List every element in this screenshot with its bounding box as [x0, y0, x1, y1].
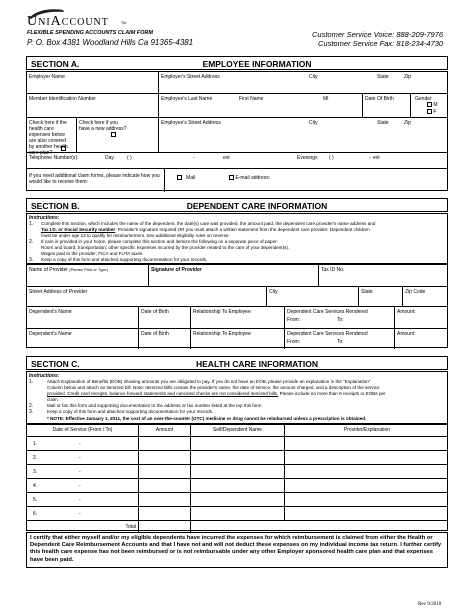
provider-state-label: State [361, 289, 373, 295]
dependent-dob-label: Date of Birth [141, 331, 169, 337]
employee-state-label: State [377, 120, 389, 126]
health-care-row [27, 492, 447, 506]
health-care-row [27, 506, 447, 520]
customer-service-fax: Customer Service Fax: 818-234-4730 [318, 39, 444, 48]
provider-city-label: City [269, 289, 278, 295]
section-b-instruction-1: Complete this Section, which includes the name of the dependent, the date(s) care was provided, the amount paid, the dependent care provider's name address and [41, 221, 376, 226]
employer-address-label: Employer's Street Address [161, 74, 220, 80]
dependent-name-label: Dependent's Name [29, 331, 72, 337]
section-c-header [26, 356, 448, 370]
row-number: 1. [33, 441, 38, 447]
member-id-field[interactable] [27, 94, 159, 117]
health-care-table-header [27, 425, 447, 436]
provider-explanation-field[interactable] [285, 465, 449, 478]
health-care-row [27, 436, 447, 450]
total-row [27, 520, 447, 532]
self-dependent-field[interactable] [191, 507, 285, 520]
row-number: 2. [33, 455, 38, 461]
employee-zip-label: Zip [404, 120, 411, 126]
provider-zip-field[interactable] [403, 287, 449, 306]
section-b-header [26, 198, 448, 212]
gender-m-label: M [433, 102, 438, 108]
dependent-name-field[interactable] [27, 329, 139, 349]
health-care-row [27, 450, 447, 464]
amount-field[interactable] [139, 507, 191, 520]
services-rendered-field[interactable] [285, 307, 395, 328]
amount-field[interactable] [139, 451, 191, 464]
provider-street-label: Street Address of Provider [29, 289, 88, 295]
row-dash: - [79, 469, 81, 475]
company-address: P. O. Box 4381 Woodland Hills Ca 91365-4381 [27, 38, 194, 47]
dependent-row [27, 306, 447, 328]
services-rendered-field[interactable] [285, 329, 395, 349]
dependent-relationship-field[interactable] [191, 329, 285, 349]
logo-text: UniAccount [27, 14, 109, 29]
dob-field[interactable] [363, 94, 411, 117]
first-name-label: First Name [239, 96, 264, 102]
from-label: From: [287, 317, 301, 323]
dependent-amount-field[interactable] [395, 307, 449, 328]
employer-zip-label: Zip [404, 74, 411, 80]
dependent-name-label: Dependent's Name [29, 309, 72, 315]
dob-label: Date Of Birth [365, 96, 394, 102]
otc-note: * NOTE: Effective January 1, 2011, the cost of an over-the-counter (OTC) medicine or drug cannot be reimbursed unless a prescription is obtained. [47, 416, 367, 421]
amount-field[interactable] [139, 479, 191, 492]
col-provider-explanation: Provider/Explanation [343, 427, 391, 433]
row-number: 3. [33, 469, 38, 475]
section-b-instructions-title: Instructions: [29, 215, 60, 221]
self-dependent-field[interactable] [191, 465, 285, 478]
self-dependent-field[interactable] [191, 479, 285, 492]
dependent-dob-label: Date of Birth [141, 309, 169, 315]
section-c-instruction-3: Keep a copy of this form and attached supporting documentation for your records. [47, 409, 214, 414]
date-of-service-field[interactable] [27, 437, 139, 450]
dependent-relationship-label: Relationship To Employee [193, 309, 251, 315]
to-label: To: [337, 317, 344, 323]
total-label: Total [125, 524, 136, 530]
employee-address-field[interactable] [159, 118, 449, 152]
new-address-checkbox[interactable] [111, 132, 116, 137]
mail-checkbox[interactable] [177, 175, 182, 180]
other-plan-checkbox[interactable] [61, 146, 66, 151]
date-of-service-field[interactable] [27, 451, 139, 464]
dependent-amount-field[interactable] [395, 329, 449, 349]
other-plan-label: Check here if the health care expenses below are also covered by another health care plan? [29, 120, 68, 156]
amount-field[interactable] [139, 437, 191, 450]
row-number: 5. [33, 497, 38, 503]
last-name-label: Employee's Last Name [161, 96, 213, 102]
provider-zip-label: Zip Code [405, 289, 426, 295]
email-label: E-mail address: [235, 175, 271, 181]
col-self-dependent: Self/Dependent Name [212, 427, 263, 433]
evening-area-code: ( ) [329, 155, 334, 161]
section-c-instructions-title: Instructions: [29, 373, 60, 379]
health-care-row [27, 464, 447, 478]
employee-address-label: Employee's Street Address [161, 120, 221, 126]
self-dependent-field[interactable] [191, 493, 285, 506]
amount-field[interactable] [139, 465, 191, 478]
total-amount-field[interactable] [139, 521, 191, 532]
services-rendered-label: Dependent Care Services Rendered [287, 331, 368, 337]
row-dash: - [79, 455, 81, 461]
section-b-instruction-3: Keep a copy of this form and attached supporting documentation for your records. [41, 257, 208, 262]
gender-f-checkbox[interactable] [427, 109, 432, 114]
certification-text: I certify that either myself and/or my eligible dependents have incurred the expenses for which reimbursement is claimed from either the Health or Dependent Care Reimbursement Accounts and that I have not and will not deduct these expenses on my individual income tax return. I further certify this health care expense has not been reimbursed or is not reimbursable under any other Employer sponsored health care plan and that expenses have been paid. [30, 535, 442, 563]
from-label: From: [287, 339, 301, 345]
email-checkbox[interactable] [229, 175, 234, 180]
services-rendered-label: Dependent Care Services Rendered [287, 309, 368, 315]
section-c-letter: SECTION C. [31, 359, 80, 369]
date-of-service-field[interactable] [27, 507, 139, 520]
provider-signature-label: Signature of Provider [151, 267, 202, 273]
row-dash: - [79, 497, 81, 503]
dependent-relationship-label: Relationship To Employee [193, 331, 251, 337]
health-care-table [26, 424, 448, 531]
tax-id-label: Tax ID No. [321, 267, 345, 273]
section-b-form [26, 264, 448, 348]
self-dependent-field[interactable] [191, 451, 285, 464]
customer-service-voice: Customer Service Voice: 888-209-7976 [312, 30, 444, 39]
employee-name-field[interactable] [159, 94, 363, 117]
date-of-service-field[interactable] [27, 465, 139, 478]
row-dash: - [79, 441, 81, 447]
dependent-amount-label: Amount: [397, 309, 416, 315]
telephone-label: Telephone Number(s): [29, 155, 79, 161]
date-of-service-field[interactable] [27, 493, 139, 506]
health-care-row [27, 478, 447, 492]
provider-state-field[interactable] [359, 287, 403, 306]
provider-explanation-field[interactable] [285, 507, 449, 520]
day-ext-label: ext [223, 155, 230, 161]
mi-label: MI [323, 96, 329, 102]
employee-city-label: City [309, 120, 318, 126]
dependent-dob-field[interactable] [139, 307, 191, 328]
section-b-instruction-2: If care is provided in your home, please complete this section and itemize the following on a separate piece of paper: [41, 239, 278, 244]
section-c-title: HEALTH CARE INFORMATION [196, 359, 318, 369]
self-dependent-field[interactable] [191, 437, 285, 450]
provider-city-field[interactable] [267, 287, 359, 306]
provider-explanation-field[interactable] [285, 451, 449, 464]
evenings-label: Evenings [297, 155, 318, 161]
day-area-code: ( ) [127, 155, 132, 161]
claim-forms-question: If you need additional claim forms, please indicate how you would like to receive them: [29, 173, 160, 185]
gender-field [411, 94, 449, 117]
amount-field[interactable] [139, 493, 191, 506]
other-plan-field [27, 118, 77, 156]
section-a-title: EMPLOYEE INFORMATION [202, 59, 312, 69]
gender-f-label: F [433, 109, 437, 115]
provider-name-label: Name of Provider [29, 267, 68, 273]
row-number: 4. [33, 483, 38, 489]
provider-signature-field[interactable] [149, 265, 319, 286]
dependent-row [27, 328, 447, 349]
provider-explanation-field[interactable] [285, 437, 449, 450]
section-b-instructions: Instructions: 1. Complete this Section, which includes the name of the dependent, the date(s) care was provided, the amount paid, the dependent care provider's name address and Tax I.D. or Social Security number. Provider's signature required OR you must attach a written statement from the dependent care provider. Dependent children must be under age 13 to qualify for reimbursement. See additional eligibility rules on reverse. 2. If care is provided in your home, please complete this section and itemize the following on a separate piece of paper: Room and board; transportation; other specific expenses incurred by the provider related to the care of your dependent(s). Wages paid to the provider; FICA and FUTA taxes 3. Keep a copy of this form and attached supporting documentation for your records. [26, 213, 448, 264]
mail-label: Mail [186, 175, 196, 181]
section-c-instructions: Instructions: 1. Attach Explanation of Benefits (EOB) showing amounts you are obligated to pay. If you do not have an EOB, please provide an explanation in the "Explanation" Column below and attach an itemized bill. Note: Itemized Bills contain the provider's name, the date of service, the amount charged, and a description of the service provided. Credit card receipts, balance forward statements and canceled checks are not considered itemized bills. Please include no more than 6 receipts or EOBs per claim. 2. Mail or fax this form and supporting documentation to the address or fax number listed at the top this form. 3. Keep a copy of this form and attached supporting documentation for your records. * NOTE: Effective January 1, 2011, the cost of an over-the-counter (OTC) medicine or drug cannot be reimbursed unless a prescription is obtained. [26, 371, 448, 424]
section-c-instruction-1: Attach Explanation of Benefits (EOB) showing amounts you are obligated to pay. If you do not have an EOB, please provide an explanation in the "Explanation" [47, 379, 371, 384]
dependent-name-field[interactable] [27, 307, 139, 328]
day-label: Day [105, 155, 114, 161]
employer-address-field[interactable] [159, 72, 449, 93]
row-dash: - [79, 483, 81, 489]
telephone-row[interactable] [27, 152, 447, 168]
employer-city-label: City [309, 74, 318, 80]
section-b-title: DEPENDENT CARE INFORMATION [186, 201, 328, 211]
provider-name-field[interactable]: Name of Provider (Please Print or Type) [27, 265, 149, 286]
certification-statement [26, 532, 448, 568]
day-dash: - [193, 155, 195, 161]
dependent-relationship-field[interactable] [191, 307, 285, 328]
employer-name-field[interactable] [27, 72, 159, 93]
gender-label: Gender [415, 96, 432, 102]
tax-id-field[interactable] [319, 265, 449, 286]
logo-tm: TM [121, 21, 127, 25]
member-id-label: Member Identification Number [29, 96, 96, 102]
section-a-form [26, 71, 448, 191]
provider-street-field[interactable] [27, 287, 267, 306]
section-a-letter: SECTION A. [31, 59, 80, 69]
employer-name-label: Employer Name [29, 74, 65, 80]
revision-label: Rev 9/2010 [418, 602, 442, 607]
evening-ext-label: ext [373, 155, 380, 161]
form-title: FLEXIBLE SPENDING ACCOUNTS CLAIM FORM [27, 30, 153, 36]
employer-state-label: State [377, 74, 389, 80]
evening-dash: - [369, 155, 371, 161]
section-b-letter: SECTION B. [31, 201, 80, 211]
new-address-label: Check here if you have a new address? [79, 120, 127, 132]
new-address-field [77, 118, 159, 152]
dependent-amount-label: Amount: [397, 331, 416, 337]
section-c-instruction-2: Mail or fax this form and supporting documentation to the address or fax number listed at the top this form. [47, 403, 263, 408]
to-label: To: [337, 339, 344, 345]
date-of-service-field[interactable] [27, 479, 139, 492]
col-amount: Amount [155, 427, 174, 433]
provider-explanation-field[interactable] [285, 493, 449, 506]
row-dash: - [79, 511, 81, 517]
gender-m-checkbox[interactable] [427, 102, 432, 107]
row-number: 6. [33, 511, 38, 517]
provider-explanation-field[interactable] [285, 479, 449, 492]
dependent-dob-field[interactable] [139, 329, 191, 349]
section-a-header [26, 56, 448, 70]
email-input[interactable] [277, 175, 445, 183]
col-date-of-service: Date of Service (From / To) [52, 427, 113, 433]
